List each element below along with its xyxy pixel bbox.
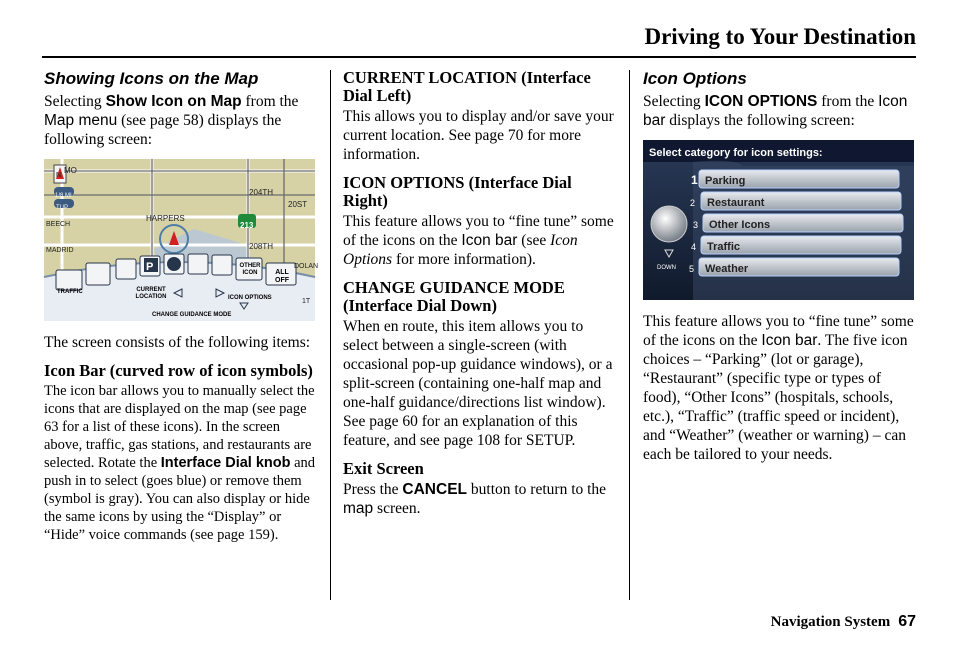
option-number: 3 bbox=[693, 220, 699, 230]
scale-label: 1/8 bbox=[55, 193, 64, 199]
compass-icon: N bbox=[56, 172, 62, 179]
column-divider-1 bbox=[330, 70, 331, 600]
map-street-label: 204TH bbox=[249, 188, 274, 197]
icon-options-screen-image bbox=[643, 140, 914, 300]
intro-paragraph: Selecting Show Icon on Map from the Map menu (see page 58) displays the following screen: bbox=[44, 93, 299, 148]
scale-label: TUP bbox=[56, 205, 68, 211]
down-label: DOWN bbox=[657, 265, 676, 271]
exit-screen-text: Press the CANCEL button to return to the map screen. bbox=[343, 481, 607, 517]
map-street-label: DOLAN bbox=[294, 263, 319, 270]
map-street-label: HARPERS bbox=[146, 214, 185, 223]
map-street-label: 1T bbox=[302, 298, 311, 305]
page-title: Driving to Your Destination bbox=[644, 24, 916, 49]
current-location-label: CURRENT LOCATION bbox=[135, 287, 167, 300]
map-screen-image bbox=[44, 159, 319, 321]
all-off-button: ALL OFF bbox=[275, 269, 289, 284]
map-street-label: MADRID bbox=[46, 247, 74, 254]
icon-options-body: This feature allows you to “fine tune” some of the icons on the Icon bar. The five icon choices – “Parking” (lot or garage), “Restaurant” (specific type or types of food), “Other Icons” (hospitals, schools, etc.), “Traffic” (traffic speed or incident), and “Weather” (weather or warning) – can each be tailored to your needs. bbox=[643, 313, 914, 463]
icon-options-label: ICON OPTIONS bbox=[228, 295, 272, 301]
option-number: 1 bbox=[691, 173, 698, 187]
icon-options-intro: Selecting ICON OPTIONS from the Icon bar displays the following screen: bbox=[643, 93, 908, 129]
current-location-text: This allows you to display and/or save your current location. See page 70 for more information. bbox=[343, 108, 614, 163]
other-icon-button: OTHER ICON bbox=[239, 263, 261, 276]
route-shield: 213 bbox=[240, 221, 254, 230]
map-street-label: 208TH bbox=[249, 242, 274, 251]
option-restaurant[interactable]: Restaurant bbox=[707, 197, 765, 209]
option-parking[interactable]: Parking bbox=[705, 175, 746, 187]
options-screen-title: Select category for icon settings: bbox=[649, 147, 823, 159]
option-number: 2 bbox=[690, 198, 696, 208]
section-heading-icon-options: ICON OPTIONS (Interface Dial Right) bbox=[343, 173, 572, 210]
section-heading-showing-icons: Showing Icons on the Map bbox=[44, 69, 259, 88]
option-other-icons[interactable]: Other Icons bbox=[709, 219, 771, 231]
option-number: 4 bbox=[691, 242, 697, 252]
traffic-icon: TRAFFIC bbox=[57, 289, 83, 295]
option-traffic[interactable]: Traffic bbox=[707, 241, 741, 253]
section-heading-current-location: CURRENT LOCATION (Interface Dial Left) bbox=[343, 68, 591, 105]
option-number: 5 bbox=[689, 264, 695, 274]
scale-label: MI bbox=[65, 193, 72, 199]
icon-bar-paragraph: The icon bar allows you to manually select the icons that are displayed on the map (see page 63 for a list of these icons). In the screen above, traffic, gas stations, and restaurants are selected. Rotate the Interface Dial knob and push in to select (goes blue) or remove them (symbol is gray). You can also display or hide the same icons by using the “Display” or “Hide” voice commands (see page 159). bbox=[44, 383, 316, 543]
parking-icon: P bbox=[146, 261, 154, 273]
icon-options-screen-graphic bbox=[643, 140, 914, 300]
header-rule bbox=[42, 56, 916, 58]
page-footer bbox=[771, 613, 916, 631]
column-1 bbox=[44, 69, 320, 554]
map-street-label: MO bbox=[64, 166, 77, 175]
section-heading-guidance-mode: CHANGE GUIDANCE MODE (Interface Dial Down) bbox=[343, 278, 565, 315]
footer-label: Navigation System bbox=[770, 614, 891, 630]
section-heading-icon-bar: Icon Bar (curved row of icon symbols) bbox=[44, 361, 313, 380]
change-guidance-label: CHANGE GUIDANCE MODE bbox=[152, 312, 232, 318]
screen-consists-text: The screen consists of the following items: bbox=[44, 334, 311, 351]
column-2 bbox=[343, 69, 619, 528]
section-heading-exit-screen: Exit Screen bbox=[343, 459, 424, 478]
icon-options-text: This feature allows you to “fine tune” some of the icons on the Icon bar (see Icon Options for more information). bbox=[343, 213, 614, 268]
column-3 bbox=[643, 69, 919, 474]
column-divider-2 bbox=[629, 70, 630, 600]
guidance-mode-text: When en route, this item allows you to select between a single-screen (with occasional pop-up guidance windows), or a split-screen (containing one-half map and one-half guidance/directions list window). See page 60 for an explanation of this feature, and see page 108 for SETUP. bbox=[343, 318, 613, 449]
map-street-label: 20ST bbox=[288, 200, 308, 209]
option-weather[interactable]: Weather bbox=[705, 263, 749, 275]
section-heading-icon-options-right: Icon Options bbox=[643, 69, 747, 88]
page-number: 67 bbox=[898, 613, 916, 630]
map-street-label: BEECH bbox=[46, 221, 71, 228]
